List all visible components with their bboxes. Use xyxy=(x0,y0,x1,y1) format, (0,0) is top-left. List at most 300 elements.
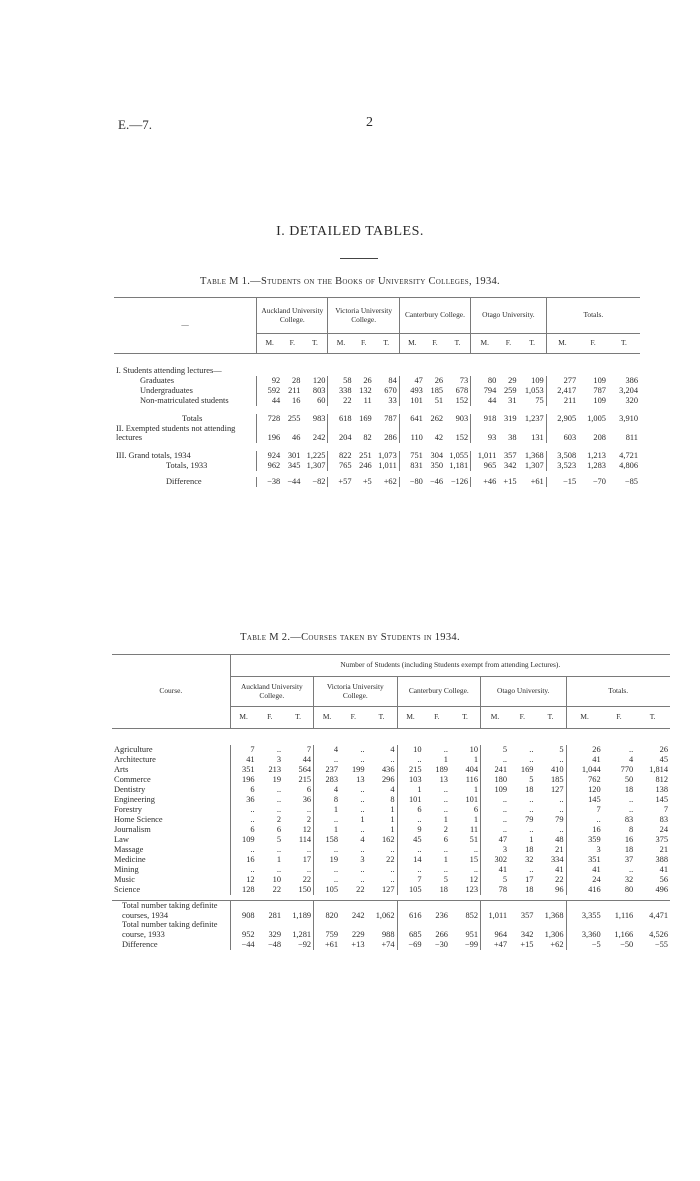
table-cell: 82 xyxy=(363,433,372,443)
table-cell: 770 xyxy=(620,764,634,774)
table-cell: 350 xyxy=(430,461,444,471)
table-cell: 852 xyxy=(450,901,481,921)
table-cell: .. xyxy=(529,864,534,874)
table-cell: 145 xyxy=(566,795,603,805)
document-code: E.—7. xyxy=(118,117,152,132)
table-cell: 185 xyxy=(550,774,564,784)
table-cell: .. xyxy=(473,864,479,874)
totals-label: Difference xyxy=(122,939,158,949)
table-cell: −50 xyxy=(620,939,634,949)
table-cell: 211 xyxy=(288,385,301,395)
course-label: Journalism xyxy=(114,824,151,834)
students-table xyxy=(114,297,640,487)
table-cell: 120 xyxy=(312,375,326,385)
table-cell: 728 xyxy=(257,414,283,424)
table-cell: 50 xyxy=(624,774,634,784)
table-cell: 1,189 xyxy=(283,901,314,921)
table-cell: 83 xyxy=(659,814,668,824)
table-cell: −15 xyxy=(546,477,578,487)
table-cell: 1 xyxy=(390,814,395,824)
table-cell: 1,814 xyxy=(649,764,668,774)
table-cell: 4,721 xyxy=(619,451,638,461)
table-cell: 1 xyxy=(443,854,448,864)
table-cell: 80 xyxy=(624,884,634,894)
table-cell: .. xyxy=(360,754,365,764)
table-cell: 345 xyxy=(287,461,301,471)
table-cell: 80 xyxy=(471,376,499,386)
table-cell: 109 xyxy=(481,785,510,795)
table-cell: .. xyxy=(397,815,423,825)
table-cell: +74 xyxy=(381,939,395,949)
table-cell: 114 xyxy=(298,834,312,844)
column-header: F. xyxy=(603,707,636,729)
table-row xyxy=(114,451,640,461)
column-header: T. xyxy=(283,707,314,729)
column-header: M. xyxy=(566,707,603,729)
table-cell: .. xyxy=(276,784,282,794)
table-cell: 4 xyxy=(360,834,365,844)
table-cell: 84 xyxy=(388,375,397,385)
table-cell: 822 xyxy=(328,451,354,461)
table-cell: 13 xyxy=(439,774,448,784)
table-cell: 60 xyxy=(317,395,326,405)
course-label: Arts xyxy=(114,764,129,774)
table-cell: 123 xyxy=(465,884,479,894)
column-header: M. xyxy=(399,334,425,354)
table-cell: 304 xyxy=(430,451,444,461)
column-header: F. xyxy=(340,707,366,729)
table-cell: 22 xyxy=(302,874,312,884)
column-header: M. xyxy=(257,334,283,354)
row-label: Graduates xyxy=(140,375,174,385)
table-cell: .. xyxy=(390,844,395,854)
column-header: F. xyxy=(424,707,450,729)
table-cell: 4 xyxy=(314,785,340,795)
table-cell: .. xyxy=(443,844,448,854)
table-cell: 16 xyxy=(624,834,634,844)
row-label: Undergraduates xyxy=(140,385,193,395)
table-cell: 1 xyxy=(360,814,365,824)
table-cell: 616 xyxy=(397,901,423,921)
table-cell: 302 xyxy=(481,855,510,865)
column-header: M. xyxy=(481,707,510,729)
table-cell: .. xyxy=(360,844,365,854)
table-cell: −85 xyxy=(624,477,638,487)
table-cell: 5 xyxy=(481,745,510,755)
course-label: Agriculture xyxy=(114,744,153,754)
table-row xyxy=(112,855,670,865)
table-row xyxy=(114,386,640,396)
table-cell: 47 xyxy=(399,376,425,386)
table-cell: 73 xyxy=(459,375,469,385)
table-cell: .. xyxy=(390,864,395,874)
table-cell: +62 xyxy=(550,939,564,949)
table-cell: 3 xyxy=(276,754,282,764)
column-header: T. xyxy=(535,707,566,729)
table-cell: 1,055 xyxy=(449,451,469,461)
table-cell: 10 xyxy=(469,744,479,754)
table-cell: 3 xyxy=(360,854,365,864)
table-cell: 12 xyxy=(469,874,479,884)
table-cell: 127 xyxy=(381,884,395,894)
course-label: Massage xyxy=(114,844,144,854)
table-cell: 92 xyxy=(257,376,283,386)
table-row xyxy=(112,885,670,895)
table-cell: .. xyxy=(443,744,448,754)
table-row xyxy=(114,376,640,386)
table-cell: .. xyxy=(360,744,365,754)
course-label: Forestry xyxy=(114,804,142,814)
table-cell: 1,306 xyxy=(544,929,564,939)
table-cell: 26 xyxy=(566,745,603,755)
table-cell: 18 xyxy=(525,784,534,794)
table-cell: .. xyxy=(397,755,423,765)
table-cell: .. xyxy=(443,784,448,794)
table-cell: −82 xyxy=(312,477,326,487)
table-cell: 17 xyxy=(302,854,312,864)
table-cell: 128 xyxy=(230,885,256,895)
table-cell: 45 xyxy=(397,835,423,845)
column-header: F. xyxy=(578,334,608,354)
table2-top-header: Number of Students (including Students exempt from attending Lectures). xyxy=(230,655,670,677)
table-cell: .. xyxy=(443,804,448,814)
table-cell: 564 xyxy=(298,764,312,774)
table-cell: 678 xyxy=(455,385,469,395)
totals-row xyxy=(112,940,670,950)
table-cell: 1,181 xyxy=(449,461,469,471)
table-cell: 6 xyxy=(473,804,479,814)
table-cell: 8 xyxy=(390,794,395,804)
table-cell: 44 xyxy=(302,754,312,764)
table-cell: 32 xyxy=(525,854,534,864)
table-cell: 1,307 xyxy=(524,461,544,471)
table-cell: .. xyxy=(629,864,634,874)
table-cell: 988 xyxy=(381,929,395,939)
table-cell: 388 xyxy=(655,854,668,864)
table1-stub-header: — xyxy=(114,298,257,354)
table-cell: 208 xyxy=(593,433,606,443)
table-cell: .. xyxy=(529,824,534,834)
table-cell: 9 xyxy=(397,825,423,835)
table-cell: 4,806 xyxy=(619,461,638,471)
table-cell: .. xyxy=(390,874,395,884)
table-cell: 215 xyxy=(397,765,423,775)
table-cell: 109 xyxy=(531,375,544,385)
table-cell: 4 xyxy=(629,754,634,764)
table-cell: .. xyxy=(629,794,634,804)
table-cell: 11 xyxy=(363,395,372,405)
table-cell: 162 xyxy=(381,834,395,844)
course-label: Commerce xyxy=(114,774,151,784)
table-cell: 5 xyxy=(481,875,510,885)
table-cell: .. xyxy=(314,845,340,855)
table-cell: 329 xyxy=(268,929,282,939)
table-cell: 6 xyxy=(230,785,256,795)
table-cell: 787 xyxy=(593,385,606,395)
table-cell: 603 xyxy=(546,424,578,443)
table-row xyxy=(112,765,670,775)
table-cell: 41 xyxy=(659,864,668,874)
table-cell: 1,213 xyxy=(587,451,606,461)
table-cell: 762 xyxy=(566,775,603,785)
column-header: F. xyxy=(498,334,518,354)
column-header: T. xyxy=(374,334,400,354)
table-cell: 13 xyxy=(356,774,365,784)
table-cell: 5 xyxy=(443,874,448,884)
table-cell: 38 xyxy=(508,433,517,443)
table-cell: .. xyxy=(559,804,564,814)
table-cell: .. xyxy=(306,844,312,854)
table-cell: 158 xyxy=(314,835,340,845)
table-cell: 101 xyxy=(397,795,423,805)
table-cell: 22 xyxy=(356,884,365,894)
table-cell: 16 xyxy=(566,825,603,835)
course-label: Science xyxy=(114,884,141,894)
table-cell: 1,011 xyxy=(471,451,499,461)
table-row xyxy=(112,775,670,785)
table-cell: 7 xyxy=(230,745,256,755)
table-cell: +15 xyxy=(503,477,517,487)
table-cell: .. xyxy=(276,744,282,754)
column-header: F. xyxy=(509,707,535,729)
table-cell: 4 xyxy=(314,745,340,755)
table-cell: 41 xyxy=(481,865,510,875)
table-cell: 794 xyxy=(471,386,499,396)
table-cell: .. xyxy=(629,744,634,754)
table-cell: .. xyxy=(473,844,479,854)
table-cell: 180 xyxy=(481,775,510,785)
table-cell: 359 xyxy=(566,835,603,845)
table-cell: 1,225 xyxy=(306,451,326,461)
table-row xyxy=(112,755,670,765)
table-cell: 342 xyxy=(520,929,534,939)
course-label: Home Science xyxy=(114,814,163,824)
table-cell: 109 xyxy=(230,835,256,845)
table-cell: 75 xyxy=(535,395,544,405)
table-cell: 96 xyxy=(555,884,564,894)
table-cell: −92 xyxy=(297,939,312,949)
row-label: Totals xyxy=(182,413,203,423)
table-cell: 185 xyxy=(430,385,444,395)
table-cell: −30 xyxy=(434,939,448,949)
table-cell: 152 xyxy=(455,433,469,443)
table-cell: 31 xyxy=(508,395,517,405)
table-cell: 211 xyxy=(546,396,578,406)
table-cell: 1 xyxy=(473,754,479,764)
table-cell: .. xyxy=(230,865,256,875)
table-cell: 109 xyxy=(593,395,606,405)
table-cell: 17 xyxy=(525,874,534,884)
table-cell: 410 xyxy=(550,764,564,774)
table-cell: 44 xyxy=(257,396,283,406)
table-cell: 131 xyxy=(531,433,544,443)
table-cell: .. xyxy=(276,864,282,874)
table-cell: 10 xyxy=(272,874,282,884)
table-cell: 1,237 xyxy=(524,413,544,423)
table-cell: 436 xyxy=(381,764,395,774)
table-cell: .. xyxy=(276,804,282,814)
course-label: Mining xyxy=(114,864,139,874)
table-cell: 199 xyxy=(351,764,365,774)
table-cell: 3,508 xyxy=(546,451,578,461)
table-cell: 952 xyxy=(230,920,256,939)
t2-group-canterbury: Canterbury College. xyxy=(397,677,480,707)
table-cell: 105 xyxy=(397,885,423,895)
column-header: M. xyxy=(328,334,354,354)
table-cell: 1,368 xyxy=(535,901,566,921)
table-cell: 22 xyxy=(328,396,354,406)
column-header: T. xyxy=(519,334,547,354)
totals-label: Total number taking definite course, 1933 xyxy=(122,920,218,939)
table-row xyxy=(112,815,670,825)
table-cell: 1,011 xyxy=(378,461,397,471)
table-cell: 386 xyxy=(625,375,638,385)
table-cell: 189 xyxy=(435,764,448,774)
table-cell: 41 xyxy=(230,755,256,765)
table-cell: 3,910 xyxy=(619,413,638,423)
table-cell: 51 xyxy=(469,834,479,844)
table-cell: 36 xyxy=(302,794,312,804)
table-cell: .. xyxy=(481,825,510,835)
table-cell: 79 xyxy=(555,814,564,824)
table-cell: 18 xyxy=(525,844,534,854)
table-cell: .. xyxy=(360,794,365,804)
t1-group-totals: Totals. xyxy=(546,298,640,334)
table-cell: 751 xyxy=(399,451,425,461)
table-cell: 1,281 xyxy=(292,929,312,939)
table-cell: 26 xyxy=(363,375,372,385)
table-cell: .. xyxy=(559,754,564,764)
column-header: F. xyxy=(257,707,283,729)
table-row xyxy=(114,396,640,406)
table-row xyxy=(114,424,640,443)
table-cell: .. xyxy=(443,794,448,804)
table-cell: .. xyxy=(230,805,256,815)
table-cell: 10 xyxy=(397,745,423,755)
table-cell: 1,116 xyxy=(603,901,636,921)
column-header: M. xyxy=(546,334,578,354)
table-cell: .. xyxy=(481,795,510,805)
table-cell: 2 xyxy=(443,824,448,834)
course-label: Law xyxy=(114,834,129,844)
table-cell: 1 xyxy=(529,834,534,844)
column-header: T. xyxy=(445,334,471,354)
table-cell: 1,044 xyxy=(566,765,603,775)
table-cell: 319 xyxy=(503,413,517,423)
table-cell: −48 xyxy=(267,939,282,949)
table-cell: .. xyxy=(566,815,603,825)
table-row xyxy=(112,845,670,855)
table-cell: .. xyxy=(629,804,634,814)
table-cell: −99 xyxy=(464,939,479,949)
table-cell: .. xyxy=(360,874,365,884)
table-cell: .. xyxy=(529,804,534,814)
table-cell: 908 xyxy=(230,901,256,921)
column-header: T. xyxy=(302,334,328,354)
section-title: I. DETAILED TABLES. xyxy=(276,224,424,239)
table-cell: 127 xyxy=(550,784,564,794)
table-cell: +46 xyxy=(471,477,499,487)
table-cell: 18 xyxy=(624,784,634,794)
table-cell: 1,011 xyxy=(481,901,510,921)
table-cell: 22 xyxy=(555,874,564,884)
table-cell: −69 xyxy=(397,940,423,950)
table-cell: 150 xyxy=(298,884,312,894)
table-cell: .. xyxy=(481,815,510,825)
table-cell: .. xyxy=(559,794,564,804)
page-number: 2 xyxy=(366,115,373,130)
table-cell: 109 xyxy=(593,375,606,385)
course-label: Medicine xyxy=(114,854,146,864)
table-cell: 120 xyxy=(566,785,603,795)
table-cell: 241 xyxy=(481,765,510,775)
table-cell: 811 xyxy=(625,433,638,443)
table-cell: 28 xyxy=(292,375,301,385)
table-cell: −80 xyxy=(399,477,425,487)
table-cell: 7 xyxy=(663,804,668,814)
table-cell: 1,368 xyxy=(524,451,544,461)
table-cell: 820 xyxy=(314,901,340,921)
table-cell: 404 xyxy=(465,764,479,774)
table-cell: 1,062 xyxy=(367,901,398,921)
table-cell: 6 xyxy=(443,834,448,844)
column-header: M. xyxy=(471,334,499,354)
table-cell: .. xyxy=(360,784,365,794)
table-cell: 4,471 xyxy=(635,901,670,921)
table-cell: 2,905 xyxy=(546,414,578,424)
table-cell: 255 xyxy=(287,413,301,423)
table-cell: 19 xyxy=(272,774,282,784)
table-cell: 14 xyxy=(397,855,423,865)
table-cell: 242 xyxy=(312,433,326,443)
table-cell: 1,283 xyxy=(587,461,606,471)
table-cell: 1 xyxy=(390,804,395,814)
table-cell: 259 xyxy=(503,385,517,395)
table-cell: 1,053 xyxy=(524,385,544,395)
table-cell: 103 xyxy=(397,775,423,785)
table-cell: +5 xyxy=(362,477,372,487)
table-cell: .. xyxy=(306,864,312,874)
table-cell: 1,166 xyxy=(614,929,634,939)
course-label: Music xyxy=(114,874,135,884)
course-label: Architecture xyxy=(114,754,156,764)
table-cell: 812 xyxy=(655,774,668,784)
table-cell: +61 xyxy=(530,477,544,487)
table-cell: 37 xyxy=(624,854,634,864)
table-cell: 320 xyxy=(625,395,638,405)
course-label: Engineering xyxy=(114,794,155,804)
table-cell: 2,417 xyxy=(546,386,578,396)
table-cell: 110 xyxy=(399,424,425,443)
table-cell: 58 xyxy=(328,376,354,386)
table-cell: +13 xyxy=(351,939,365,949)
table-row xyxy=(112,785,670,795)
column-header: M. xyxy=(397,707,423,729)
table-cell: 26 xyxy=(434,375,444,385)
table-cell: .. xyxy=(360,824,365,834)
table-cell: 759 xyxy=(314,920,340,939)
table-cell: 3 xyxy=(481,845,510,855)
table-cell: 5 xyxy=(559,744,564,754)
table-cell: 145 xyxy=(655,794,668,804)
table-cell: 641 xyxy=(399,414,425,424)
table-cell: .. xyxy=(529,744,534,754)
table-cell: +61 xyxy=(314,940,340,950)
table-cell: 962 xyxy=(257,461,283,471)
table-row xyxy=(114,461,640,471)
t1-group-auckland: Auckland University College. xyxy=(257,298,328,334)
column-header: T. xyxy=(635,707,670,729)
